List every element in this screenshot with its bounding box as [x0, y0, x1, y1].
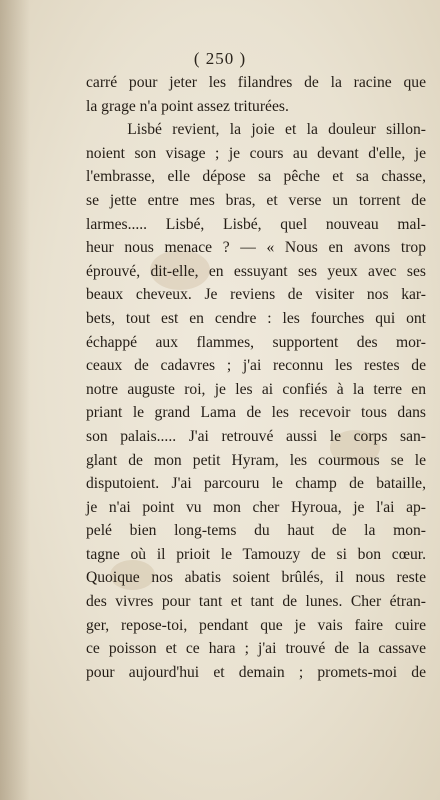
text-line: se jette entre mes bras, et verse un torrent de [86, 191, 426, 209]
text-line: tagne où il prioit le Tamouzy de si bon cœur. [86, 545, 426, 563]
text-line: priant le grand Lama de les recevoir tous dans [86, 404, 426, 422]
text-line: la grage n'a point assez triturées. [86, 97, 289, 115]
page-number: ( 250 ) [193, 49, 247, 68]
text-line: pelé bien long-tems du haut de la mon- [86, 522, 426, 540]
text-line: carré pour jeter les filandres de la racine que [86, 74, 426, 91]
text-line: son palais..... J'ai retrouvé aussi le corps san- [86, 427, 426, 445]
text-line: bets, tout est en cendre : les fourches qui ont [86, 309, 426, 327]
text-line: disputoient. J'ai parcouru le champ de bataille, [86, 475, 426, 493]
text-line: je n'ai point vu mon cher Hyroua, je l'ai ap- [86, 498, 426, 516]
text-line: ce poisson et ce hara ; j'ai trouvé de la cassave [86, 640, 426, 658]
text-line: Lisbé revient, la joie et la douleur sillon- [86, 121, 426, 139]
spine-shadow [0, 0, 30, 800]
text-line: l'embrasse, elle dépose sa pêche et sa chasse, [86, 168, 426, 186]
text-line: ger, repose-toi, pendant que je vais faire cuire [86, 616, 426, 634]
text-line: glant de mon petit Hyram, les courmous se le [86, 451, 426, 469]
text-line: heur nous menace ? — « Nous en avons trop [86, 239, 426, 257]
text-line: Quoique nos abatis soient brûlés, il nous reste [86, 569, 426, 587]
text-line: échappé aux flammes, supportent des mor- [86, 333, 426, 351]
text-line: notre auguste roi, je les ai confiés à la terre en [86, 380, 426, 398]
text-line: pour aujourd'hui et demain ; promets-moi de [86, 663, 426, 681]
text-line: éprouvé, dit-elle, en essuyant ses yeux avec ses [86, 262, 426, 280]
text-line: beaux cheveux. Je reviens de visiter nos kar- [86, 286, 426, 304]
text-line: noient son visage ; je cours au devant d'elle, je [86, 144, 426, 162]
text-line: ceaux de cadavres ; j'ai reconnu les restes de [86, 357, 426, 375]
text-line: des vivres pour tant et tant de lunes. Cher étran- [86, 593, 426, 611]
body-text [86, 71, 426, 684]
text-line: larmes..... Lisbé, Lisbé, quel nouveau mal- [86, 215, 426, 233]
